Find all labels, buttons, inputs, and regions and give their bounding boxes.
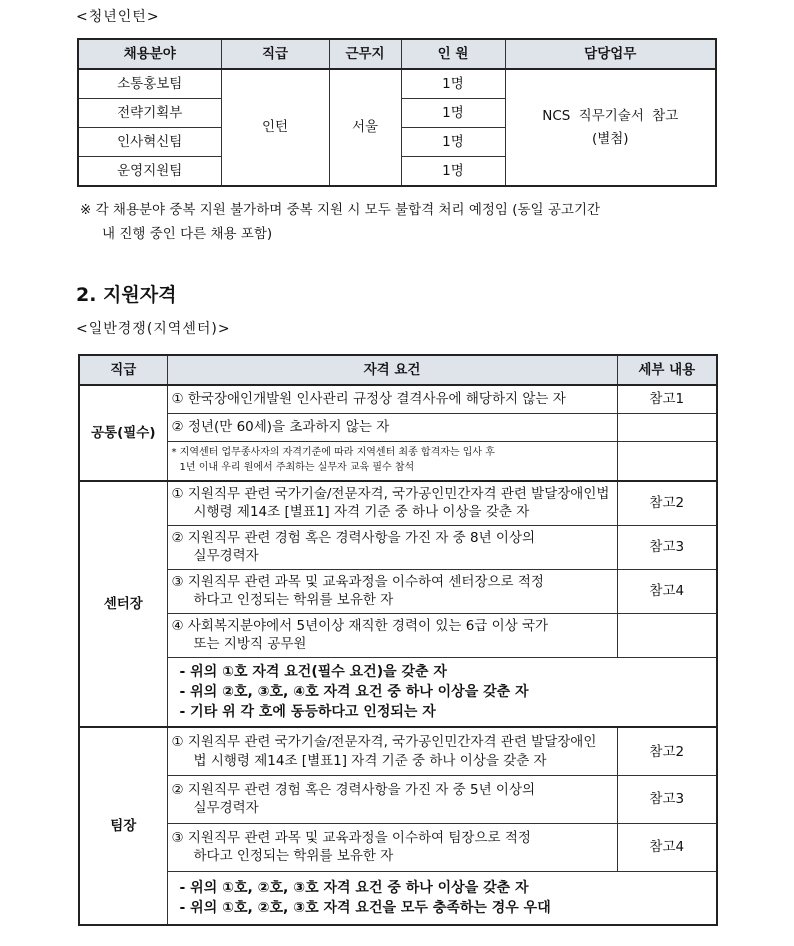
note-line-2: 내 진행 중인 다른 채용 포함) — [102, 225, 273, 242]
duty-cell — [505, 69, 716, 186]
section-label-youth-intern: <청년인턴> — [76, 9, 160, 25]
count-cell: 1명 — [401, 69, 505, 99]
requirement-line: 실무경력자 — [193, 800, 259, 817]
requirement-line: ③ 지원직무 관련 과목 및 교육과정을 이수하여 센터장으로 적정 — [171, 573, 544, 590]
reference-cell-empty — [617, 413, 717, 441]
requirement-cell — [167, 525, 617, 569]
heading-eligibility: 2. 지원자격 — [76, 284, 177, 306]
table-row — [79, 481, 717, 525]
requirement-line: ② 지원직무 관련 경험 혹은 경력사항을 가진 자 중 8년 이상의 — [171, 529, 536, 546]
summary-line: - 위의 ②호, ③호, ④호 자격 요건 중 하나 이상을 갖춘 자 — [179, 683, 529, 700]
team-leader-summary-cell — [167, 871, 717, 925]
duty-line-1: NCS 직무기술서 참고 — [542, 108, 679, 125]
reference-cell: 참고3 — [617, 775, 717, 823]
table-row — [79, 775, 717, 823]
table-row — [79, 613, 717, 657]
table-row — [79, 569, 717, 613]
col-header-details: 세부 내용 — [617, 355, 717, 385]
table-row — [78, 69, 716, 99]
col-header-field: 채용분야 — [78, 39, 221, 69]
count-cell: 1명 — [401, 128, 505, 157]
requirement-cell — [167, 823, 617, 871]
requirement-line: ① 지원직무 관련 국가기술/전문자격, 국가공인민간자격 관련 발달장애인법 — [171, 486, 610, 503]
requirement-line: 하다고 인정되는 학위를 보유한 자 — [193, 848, 394, 865]
duplicate-application-note — [80, 199, 720, 246]
requirement-line: 실무경력자 — [193, 548, 259, 564]
note-line-1: ※ 각 채용분야 중복 지원 불가하며 중복 지원 시 모두 불합격 처리 예정임 (동일 공고기간 — [80, 202, 601, 218]
summary-line: - 위의 ①호 자격 요건(필수 요건)을 갖춘 자 — [179, 663, 447, 680]
col-header-count: 인 원 — [401, 39, 505, 69]
table-row — [79, 525, 717, 569]
reference-cell-empty — [617, 441, 717, 481]
requirement-line: ④ 사회복지분야에서 5년이상 재직한 경력이 있는 6급 이상 국가 — [171, 617, 549, 634]
grade-cell: 인턴 — [221, 69, 329, 186]
reference-cell: 참고4 — [617, 823, 717, 871]
requirement-line: 시행령 제14조 [별표1] 자격 기준 중 하나 이상을 갖춘 자 — [193, 504, 530, 521]
reference-cell: 참고3 — [617, 525, 717, 569]
table-header-row — [79, 355, 717, 385]
requirement-line: ③ 지원직무 관련 과목 및 교육과정을 이수하여 팀장으로 적정 — [171, 830, 531, 847]
table-row — [79, 385, 717, 413]
count-cell: 1명 — [401, 157, 505, 187]
requirement-line: 하다고 인정되는 학위를 보유한 자 — [193, 592, 394, 608]
table-row — [79, 413, 717, 441]
reference-cell: 참고1 — [617, 385, 717, 413]
education-note-line-1: * 지역센터 업무종사자의 자격기준에 따라 지역센터 최종 합격자는 입사 후 — [171, 447, 495, 459]
requirement-cell — [167, 775, 617, 823]
requirement-line: 법 시행령 제14조 [별표1] 자격 기준 중 하나 이상을 갖춘 자 — [193, 752, 547, 769]
table-row — [79, 823, 717, 871]
count-cell: 1명 — [401, 99, 505, 128]
location-cell: 서울 — [329, 69, 401, 186]
field-cell: 인사혁신팀 — [78, 128, 221, 157]
col-header-requirements: 자격 요건 — [167, 355, 617, 385]
requirement-line: 또는 지방직 공무원 — [193, 636, 307, 652]
summary-line: - 위의 ①호, ②호, ③호 자격 요건 중 하나 이상을 갖춘 자 — [179, 879, 529, 896]
field-cell: 운영지원팀 — [78, 157, 221, 187]
intern-recruitment-table — [77, 38, 717, 187]
education-note-line-2: 1년 이내 우리 원에서 주최하는 실무자 교육 필수 참석 — [179, 461, 415, 473]
center-director-summary-cell — [167, 657, 717, 727]
col-header-duty: 담당업무 — [505, 39, 716, 69]
requirement-cell — [167, 727, 617, 775]
table-row — [79, 871, 717, 925]
reference-cell-empty — [617, 613, 717, 657]
reference-cell: 참고2 — [617, 481, 717, 525]
table-row — [79, 657, 717, 727]
duty-line-2: (별첨) — [591, 130, 629, 147]
eligibility-table — [78, 354, 718, 926]
table-row — [79, 441, 717, 481]
requirement-line: ② 지원직무 관련 경험 혹은 경력사항을 가진 자 중 5년 이상의 — [171, 782, 536, 799]
table-row — [79, 727, 717, 775]
requirement-cell — [167, 613, 617, 657]
requirement-cell — [167, 481, 617, 525]
reference-cell: 참고2 — [617, 727, 717, 775]
requirement-line: ① 지원직무 관련 국가기술/전문자격, 국가공인민간자격 관련 발달장애인 — [171, 734, 597, 751]
grade-cell-common: 공통(필수) — [79, 385, 167, 481]
table-header-row — [78, 39, 716, 69]
col-header-grade: 직급 — [79, 355, 167, 385]
summary-line: - 기타 위 각 호에 동등하다고 인정되는 자 — [179, 704, 436, 721]
section-label-general-competition: <일반경쟁(지역센터)> — [76, 321, 231, 337]
requirement-cell: ② 정년(만 60세)을 초과하지 않는 자 — [167, 413, 617, 441]
field-cell: 전략기획부 — [78, 99, 221, 128]
col-header-location: 근무지 — [329, 39, 401, 69]
education-note-cell — [167, 441, 617, 481]
requirement-cell: ① 한국장애인개발원 인사관리 규정상 결격사유에 해당하지 않는 자 — [167, 385, 617, 413]
field-cell: 소통홍보팀 — [78, 69, 221, 99]
grade-cell-team-leader: 팀장 — [79, 727, 167, 925]
grade-cell-center-director: 센터장 — [79, 481, 167, 727]
reference-cell: 참고4 — [617, 569, 717, 613]
requirement-cell — [167, 569, 617, 613]
col-header-grade: 직급 — [221, 39, 329, 69]
summary-line: - 위의 ①호, ②호, ③호 자격 요건을 모두 충족하는 경우 우대 — [179, 900, 551, 917]
